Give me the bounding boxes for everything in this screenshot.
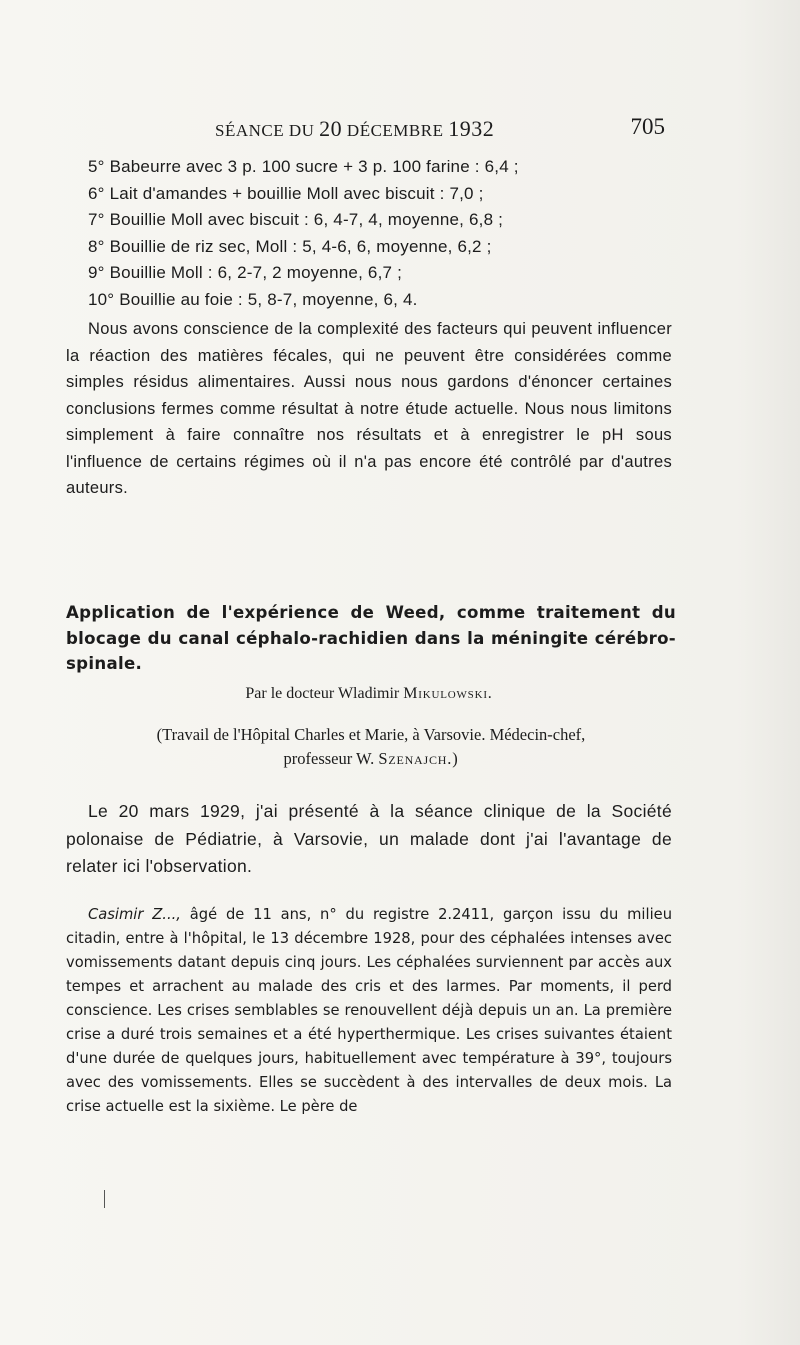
article-affiliation: [66, 723, 676, 771]
chief-name: Szenajch.): [378, 749, 459, 768]
header-title-prefix: SÉANCE DU: [215, 121, 320, 140]
list-item: 7° Bouillie Moll avec biscuit : 6, 4-7, 4, moyenne, 6,8 ;: [88, 210, 504, 229]
affiliation-prefix: professeur W.: [283, 749, 379, 768]
scan-mark: [104, 1190, 105, 1208]
header-title-day: 20: [319, 116, 343, 141]
conclusion-paragraph: [66, 316, 672, 502]
article-byline: [66, 685, 672, 703]
list-item: 10° Bouillie au foie : 5, 8-7, moyenne, 6, 4.: [88, 289, 418, 309]
list-item: 8° Bouillie de riz sec, Moll : 5, 4-6, 6, moyenne, 6,2 ;: [88, 236, 492, 256]
list-item: 9° Bouillie Moll : 6, 2-7, 2 moyenne, 6,7 ;: [88, 263, 403, 282]
affiliation-line-2: [66, 747, 676, 771]
list-item: 5° Babeurre avec 3 p. 100 sucre + 3 p. 100 farine : 6,4 ;: [88, 157, 519, 176]
case-report-paragraph: [66, 903, 672, 1119]
diet-results-list: [88, 154, 668, 313]
conclusion-paragraph-text: Nous avons conscience de la complexité des facteurs qui peuvent influencer la réaction des matières fécales, qui ne peuvent être considérées comme simples résidus alimentaires. Aussi nous nous gardons d'énoncer certaines conclusions fermes comme résultat à notre étude actuelle. Nous nous limitons simplement à faire connaître nos résultats et à enregistrer le pH sous l'influence de certains régimes où il n'a pas encore été contrôlé par d'autres auteurs.: [66, 320, 672, 497]
affiliation-line-1: (Travail de l'Hôpital Charles et Marie, à Varsovie. Médecin-chef,: [156, 725, 586, 744]
author-name: Mikulowski.: [403, 685, 493, 702]
running-header: [215, 116, 665, 146]
byline-prefix: Par le docteur Wladimir: [245, 685, 404, 702]
case-report-text: âgé de 11 ans, n° du registre 2.2411, garçon issu du milieu citadin, entre à l'hôpital, le 13 décembre 1928, pour des céphalées intenses avec vomissements datant depuis cinq jours. Les céphalées surviennent par accès aux tempes et arrachent au malade des cris et des larmes. Par moments, il perd conscience. Les crises semblables se renouvellent déjà depuis un an. La première crise a duré trois semaines et a été hyperthermique. Les crises suivantes étaient d'une durée de quelques jours, habituellement avec température à 39°, toujours avec des vomissements. Elles se succèdent à des intervalles de deux mois. La crise actuelle est la sixième. Le père de: [66, 906, 672, 1115]
header-title: [215, 116, 494, 142]
intro-paragraph: Le 20 mars 1929, j'ai présenté à la séance clinique de la Société polonaise de Pédiatrie, à Varsovie, un malade dont j'ai l'avantage de relater ici l'observation.: [66, 801, 672, 876]
page-number: 705: [630, 114, 665, 139]
patient-name: Casimir Z...,: [88, 906, 181, 923]
header-title-year: 1932: [448, 116, 495, 141]
header-title-month: DÉCEMBRE: [342, 121, 449, 140]
list-item: 6° Lait d'amandes + bouillie Moll avec biscuit : 7,0 ;: [88, 183, 484, 203]
article-title: Application de l'expérience de Weed, comme traitement du blocage du canal céphalo-rachidien dans la méningite cérébro-spinale.: [66, 603, 676, 673]
